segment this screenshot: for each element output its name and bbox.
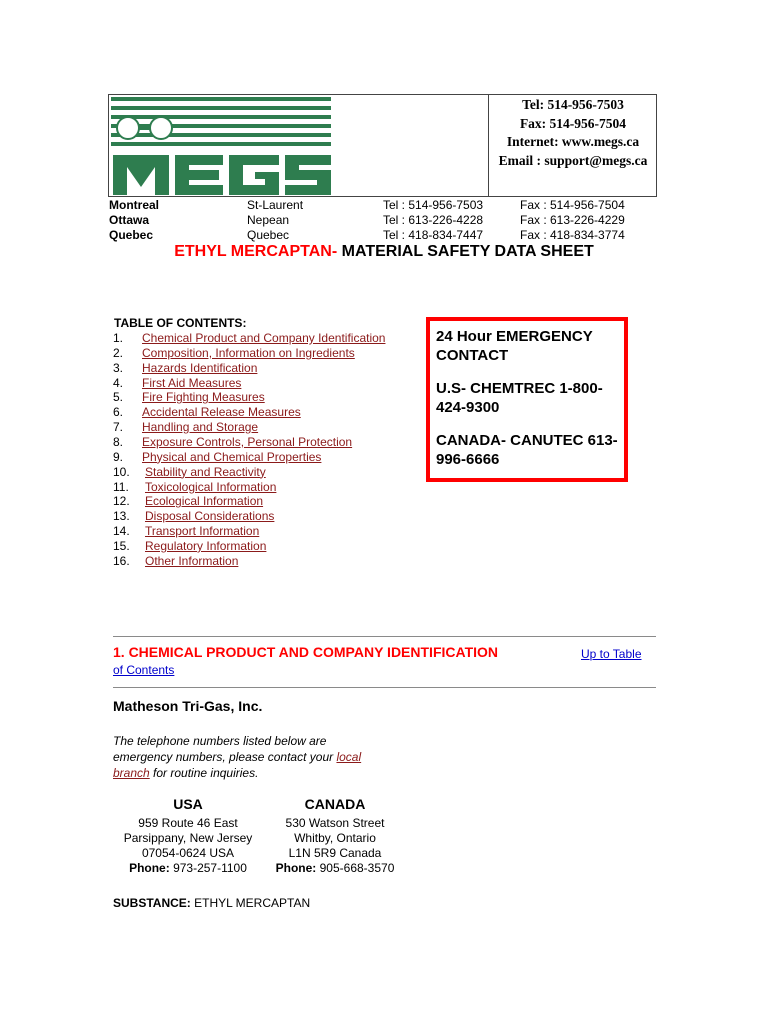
address-line: 959 Route 46 East	[138, 816, 238, 830]
divider	[113, 687, 656, 688]
phone-number: 973-257-1100	[169, 861, 247, 875]
toc-link[interactable]: Chemical Product and Company Identification	[142, 331, 386, 345]
toc-number: 3.	[113, 360, 124, 375]
office-area: St-Laurent	[247, 198, 304, 212]
phone-label: Phone:	[275, 861, 317, 875]
toc-number: 1.	[113, 331, 124, 345]
offices-table	[0, 198, 768, 246]
emergency-contact-box	[426, 317, 628, 482]
office-city: Montreal	[109, 198, 160, 212]
address-line: L1N 5R9 Canada	[288, 846, 382, 860]
toc-link[interactable]: Accidental Release Measures	[142, 405, 301, 420]
contact-internet: Internet: www.megs.ca	[506, 134, 640, 150]
toc-number: 2.	[113, 345, 124, 360]
toc-number: 13.	[113, 509, 130, 524]
country-canada: CANADA	[304, 796, 366, 812]
up-to-toc-link-cont[interactable]: of Contents	[113, 663, 175, 677]
note-line: for routine inquiries.	[149, 766, 259, 780]
office-tel: Tel : 514-956-7503	[383, 198, 484, 212]
country-usa: USA	[173, 796, 203, 812]
toc-link[interactable]: Ecological Information	[145, 494, 264, 509]
toc-link[interactable]: Toxicological Information	[145, 479, 277, 494]
document-title	[0, 243, 768, 261]
emergency-us: U.S- CHEMTREC 1-800-424-9300	[436, 380, 603, 416]
toc-link[interactable]: Stability and Reactivity	[145, 464, 266, 479]
contact-tel: Tel: 514-956-7503	[522, 97, 624, 112]
local-link[interactable]: local	[336, 750, 362, 764]
toc-link[interactable]: Exposure Controls, Personal Protection	[142, 434, 353, 449]
office-area: Quebec	[247, 228, 290, 242]
office-tel: Tel : 418-834-7447	[383, 228, 484, 242]
title-substance: ETHYL MERCAPTAN-	[174, 243, 338, 260]
megs-logo	[111, 97, 333, 195]
contact-fax: Fax: 514-956-7504	[519, 115, 627, 131]
note-line: The telephone numbers listed below are	[113, 734, 327, 748]
office-area: Nepean	[247, 213, 290, 227]
toc-number: 14.	[113, 524, 130, 539]
substance-line	[113, 896, 310, 910]
toc-link[interactable]: Fire Fighting Measures	[142, 390, 265, 405]
toc-number: 11.	[113, 479, 129, 494]
contact-email: Email : support@megs.ca	[498, 152, 648, 168]
substance-value: ETHYL MERCAPTAN	[190, 896, 311, 910]
address-line: 07054-0624 USA	[141, 846, 235, 860]
toc-heading: TABLE OF CONTENTS:	[114, 316, 247, 330]
office-fax: Fax : 514-956-7504	[520, 198, 625, 212]
emergency-heading: 24 Hour EMERGENCY CONTACT	[436, 328, 593, 364]
toc-number: 16.	[113, 553, 130, 568]
toc-number: 6.	[113, 405, 124, 420]
toc-number: 4.	[113, 375, 124, 390]
toc-number: 10.	[113, 464, 130, 479]
branch-link[interactable]: branch	[113, 766, 150, 780]
office-city: Quebec	[109, 228, 154, 242]
address-line: 530 Watson Street	[285, 816, 385, 830]
company-name: Matheson Tri-Gas, Inc.	[113, 698, 263, 714]
title-msds: MATERIAL SAFETY DATA SHEET	[337, 243, 594, 260]
office-fax: Fax : 418-834-3774	[520, 228, 625, 242]
canada-address	[260, 797, 410, 876]
toc-link[interactable]: Transport Information	[145, 524, 260, 539]
phone-label: Phone:	[129, 861, 170, 875]
toc-number: 8.	[113, 434, 124, 449]
divider	[113, 636, 656, 637]
toc-number: 12.	[113, 494, 130, 509]
toc-link[interactable]: Regulatory Information	[145, 538, 267, 553]
toc-link[interactable]: Hazards Identification	[142, 360, 258, 375]
emergency-note	[113, 733, 361, 781]
usa-address	[113, 797, 263, 876]
toc-number: 7.	[113, 420, 124, 435]
toc-number: 5.	[113, 390, 124, 405]
toc-number: 9.	[113, 449, 124, 464]
toc-link[interactable]: First Aid Measures	[142, 375, 242, 390]
header-box	[108, 94, 657, 197]
office-city: Ottawa	[109, 213, 150, 227]
phone-number: 905-668-3570	[316, 861, 395, 875]
toc-link[interactable]: Other Information	[145, 553, 239, 568]
office-tel: Tel : 613-226-4228	[383, 213, 484, 227]
section1-heading: 1. CHEMICAL PRODUCT AND COMPANY IDENTIFICATION	[113, 644, 499, 660]
up-to-toc-link[interactable]: Up to Table	[581, 647, 642, 661]
address-line: Whitby, Ontario	[294, 831, 376, 845]
toc-link[interactable]: Physical and Chemical Properties	[142, 449, 322, 464]
contact-block	[489, 95, 657, 197]
note-line: emergency numbers, please contact your	[113, 750, 337, 764]
substance-label: SUBSTANCE:	[113, 896, 191, 910]
address-line: Parsippany, New Jersey	[123, 831, 253, 845]
toc-link[interactable]: Composition, Information on Ingredients	[142, 345, 355, 360]
emergency-canada: CANADA- CANUTEC 613-996-6666	[436, 432, 618, 468]
toc-link[interactable]: Disposal Considerations	[145, 509, 275, 524]
toc-link[interactable]: Handling and Storage	[142, 420, 259, 435]
toc-number: 15.	[113, 538, 130, 553]
office-fax: Fax : 613-226-4229	[520, 213, 625, 227]
